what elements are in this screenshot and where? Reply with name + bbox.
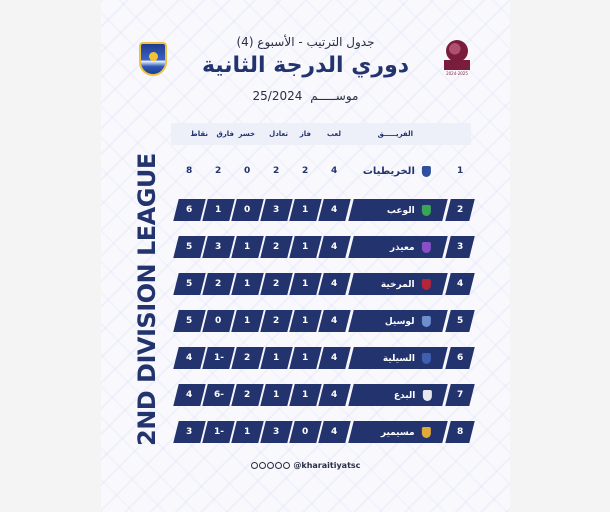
cell-diff — [202, 384, 234, 406]
table-row — [101, 310, 510, 332]
diff-value: 2 — [215, 166, 222, 176]
points-value: 6 — [186, 205, 193, 215]
drawn-value: 1 — [273, 390, 280, 400]
cell-diff — [202, 160, 234, 182]
lost-value: 1 — [244, 279, 251, 289]
cell-played — [318, 347, 350, 369]
cell-rank — [445, 421, 474, 443]
diff-value: 2 — [215, 279, 222, 289]
drawn-value: 2 — [273, 279, 280, 289]
rank-value: 2 — [456, 205, 464, 215]
cell-points — [173, 384, 205, 406]
cell-won — [289, 160, 321, 182]
team-name: لوسيل — [385, 316, 415, 326]
lost-value: 0 — [244, 205, 251, 215]
points-value: 4 — [186, 390, 193, 400]
rank-value: 5 — [456, 316, 464, 326]
won-value: 1 — [302, 242, 309, 252]
drawn-value: 2 — [273, 242, 280, 252]
cell-rank — [445, 310, 474, 332]
cell-won — [289, 310, 321, 332]
cell-won — [289, 236, 321, 258]
cell-lost — [231, 199, 263, 221]
won-value: 1 — [302, 205, 309, 215]
league-title: دوري الدرجة الثانية — [201, 53, 410, 78]
lost-value: 1 — [244, 316, 251, 326]
diff-value: 1- — [213, 353, 224, 363]
table-row — [101, 199, 510, 221]
table-row — [101, 273, 510, 295]
cell-points — [173, 421, 205, 443]
lost-value: 1 — [244, 427, 251, 437]
cell-diff — [202, 421, 234, 443]
team-inner — [383, 353, 431, 364]
team-crest-icon — [422, 353, 431, 364]
cell-lost — [231, 160, 263, 182]
cell-won — [289, 199, 321, 221]
team-crest-icon — [422, 166, 431, 177]
cell-points — [173, 273, 205, 295]
col-diff: فارق — [216, 130, 234, 138]
season-value: 25/2024 — [252, 89, 303, 103]
points-value: 5 — [186, 242, 193, 252]
social-handle[interactable]: @kharaitiyatsc — [293, 461, 361, 470]
week-subtitle: جدول الترتيب - الأسبوع (4) — [236, 35, 375, 49]
cell-diff — [202, 236, 234, 258]
x-icon[interactable] — [267, 462, 274, 469]
lost-value: 0 — [244, 166, 251, 176]
table-row — [101, 384, 510, 406]
cell-points — [173, 199, 205, 221]
won-value: 1 — [302, 316, 309, 326]
col-team: الفريـــــق — [377, 130, 413, 138]
cell-drawn — [260, 421, 292, 443]
facebook-icon[interactable] — [275, 462, 282, 469]
lost-value: 2 — [244, 390, 251, 400]
team-name: الخريطيات — [363, 165, 415, 177]
cell-drawn — [260, 310, 292, 332]
played-value: 4 — [331, 316, 338, 326]
won-value: 1 — [302, 353, 309, 363]
rank-value: 7 — [456, 390, 464, 400]
lost-value: 1 — [244, 242, 251, 252]
cell-team — [348, 199, 447, 221]
cell-rank — [445, 236, 474, 258]
rank-value: 1 — [456, 166, 464, 176]
cell-drawn — [260, 236, 292, 258]
drawn-value: 1 — [273, 353, 280, 363]
cell-played — [318, 310, 350, 332]
played-value: 4 — [331, 242, 338, 252]
cell-won — [289, 273, 321, 295]
played-value: 4 — [331, 353, 338, 363]
cell-diff — [202, 273, 234, 295]
team-name: المرخية — [381, 279, 415, 289]
team-inner — [381, 279, 431, 290]
team-inner — [387, 205, 431, 216]
played-value: 4 — [331, 166, 338, 176]
played-value: 4 — [331, 427, 338, 437]
diff-value: 1 — [215, 205, 222, 215]
standings-poster — [101, 0, 510, 512]
col-played: لعب — [327, 130, 341, 138]
cell-rank — [445, 273, 474, 295]
cell-team — [348, 273, 447, 295]
cell-won — [289, 421, 321, 443]
vertical-league-label: 2ND DIVISION LEAGUE — [133, 153, 161, 446]
cell-team — [348, 384, 447, 406]
team-inner — [390, 242, 431, 253]
cell-played — [318, 236, 350, 258]
played-value: 4 — [331, 390, 338, 400]
points-value: 5 — [186, 279, 193, 289]
cell-won — [289, 347, 321, 369]
cell-points — [173, 310, 205, 332]
team-inner — [363, 166, 431, 177]
played-value: 4 — [331, 205, 338, 215]
team-crest-icon — [422, 316, 431, 327]
won-value: 1 — [302, 279, 309, 289]
team-crest-icon — [422, 205, 431, 216]
cell-rank — [445, 384, 474, 406]
won-value: 2 — [302, 166, 309, 176]
cell-drawn — [260, 384, 292, 406]
team-name: الوعب — [387, 205, 415, 215]
youtube-icon[interactable] — [259, 462, 266, 469]
team-crest-icon — [422, 390, 431, 401]
cell-lost — [231, 384, 263, 406]
cell-team — [348, 310, 447, 332]
rank-value: 4 — [456, 279, 464, 289]
team-name: مسيمير — [381, 427, 415, 437]
won-value: 1 — [302, 390, 309, 400]
team-inner — [394, 390, 432, 401]
cell-diff — [202, 199, 234, 221]
played-value: 4 — [331, 279, 338, 289]
cell-diff — [202, 310, 234, 332]
drawn-value: 3 — [273, 205, 280, 215]
team-name: السيلية — [382, 353, 415, 363]
diff-value: 1- — [213, 427, 224, 437]
cell-points — [173, 236, 205, 258]
table-header — [171, 123, 471, 145]
table-row — [101, 160, 510, 182]
team-crest-icon — [422, 279, 431, 290]
points-value: 4 — [186, 353, 193, 363]
cell-lost — [231, 310, 263, 332]
points-value: 5 — [186, 316, 193, 326]
diff-value: 0 — [215, 316, 222, 326]
drawn-value: 2 — [273, 166, 280, 176]
team-inner — [381, 427, 431, 438]
drawn-value: 3 — [273, 427, 280, 437]
drawn-value: 2 — [273, 316, 280, 326]
cell-drawn — [260, 273, 292, 295]
rank-value: 3 — [456, 242, 464, 252]
team-crest-icon — [422, 427, 431, 438]
season-line — [101, 89, 510, 103]
diff-value: 6- — [213, 390, 224, 400]
cell-drawn — [260, 347, 292, 369]
rank-value: 6 — [456, 353, 464, 363]
cell-diff — [202, 347, 234, 369]
league-logo-year: 2024-2025 — [446, 71, 468, 76]
cell-team — [348, 347, 447, 369]
col-won: فاز — [299, 130, 311, 138]
diff-value: 3 — [215, 242, 222, 252]
cell-played — [318, 421, 350, 443]
rank-value: 8 — [456, 427, 464, 437]
lost-value: 2 — [244, 353, 251, 363]
team-name: البدع — [393, 390, 415, 400]
table-row — [101, 236, 510, 258]
cell-played — [318, 273, 350, 295]
cell-played — [318, 199, 350, 221]
cell-won — [289, 384, 321, 406]
snapchat-icon[interactable] — [251, 462, 258, 469]
cell-rank — [445, 347, 474, 369]
cell-points — [173, 160, 205, 182]
points-value: 3 — [186, 427, 193, 437]
cell-drawn — [260, 199, 292, 221]
team-name: معيذر — [390, 242, 415, 252]
team-inner — [385, 316, 431, 327]
cell-lost — [231, 421, 263, 443]
instagram-icon[interactable] — [283, 462, 290, 469]
cell-team — [348, 236, 447, 258]
team-crest-icon — [422, 242, 431, 253]
cell-lost — [231, 273, 263, 295]
cell-points — [173, 347, 205, 369]
social-footer — [101, 461, 510, 470]
cell-lost — [231, 236, 263, 258]
table-row — [101, 421, 510, 443]
cell-rank — [445, 199, 474, 221]
cell-played — [318, 384, 350, 406]
cell-drawn — [260, 160, 292, 182]
won-value: 0 — [302, 427, 309, 437]
col-drawn: تعادل — [269, 130, 288, 138]
cell-team — [348, 421, 447, 443]
col-points: نقاط — [190, 130, 208, 138]
cell-lost — [231, 347, 263, 369]
cell-rank — [445, 160, 474, 182]
points-value: 8 — [186, 166, 193, 176]
col-lost: خسر — [238, 130, 255, 138]
cell-team — [348, 160, 447, 182]
cell-played — [318, 160, 350, 182]
table-row — [101, 347, 510, 369]
season-word: موســـــم — [310, 89, 359, 103]
